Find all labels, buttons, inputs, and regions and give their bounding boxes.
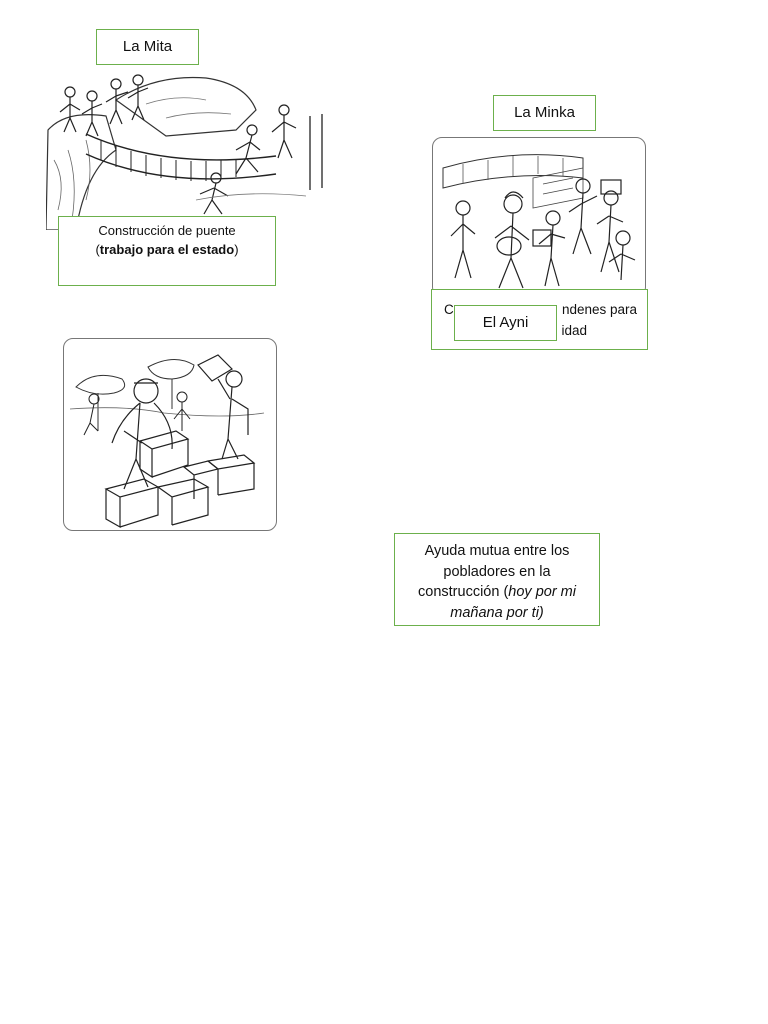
mita-bridge-illustration xyxy=(46,70,328,230)
minka-title: La Minka xyxy=(514,104,575,121)
mita-title: La Mita xyxy=(122,38,173,55)
ayni-caption-text: Ayuda mutua entre los pobladores en la construcción ( xyxy=(418,543,570,600)
ayni-illustration-card xyxy=(63,338,277,531)
minka-caption-line1: C ndenes para xyxy=(444,302,637,317)
minka-title-box xyxy=(493,95,596,131)
mita-caption-line1: Construcción de puente xyxy=(98,223,236,238)
ayni-caption-italic: hoy por mi mañana por ti) xyxy=(450,584,576,621)
mita-caption-line2: (trabajo para el estado) xyxy=(95,242,239,257)
ayni-title-box xyxy=(454,305,557,341)
mita-caption-box xyxy=(58,216,276,286)
mita-title-box xyxy=(96,29,199,65)
ayni-caption-box xyxy=(394,533,600,626)
minka-illustration-card xyxy=(432,137,646,297)
mita-caption-bold: trabajo para el estado xyxy=(99,242,235,257)
minka-caption-line2: idad xyxy=(561,323,587,338)
ayni-title: El Ayni xyxy=(482,314,529,331)
